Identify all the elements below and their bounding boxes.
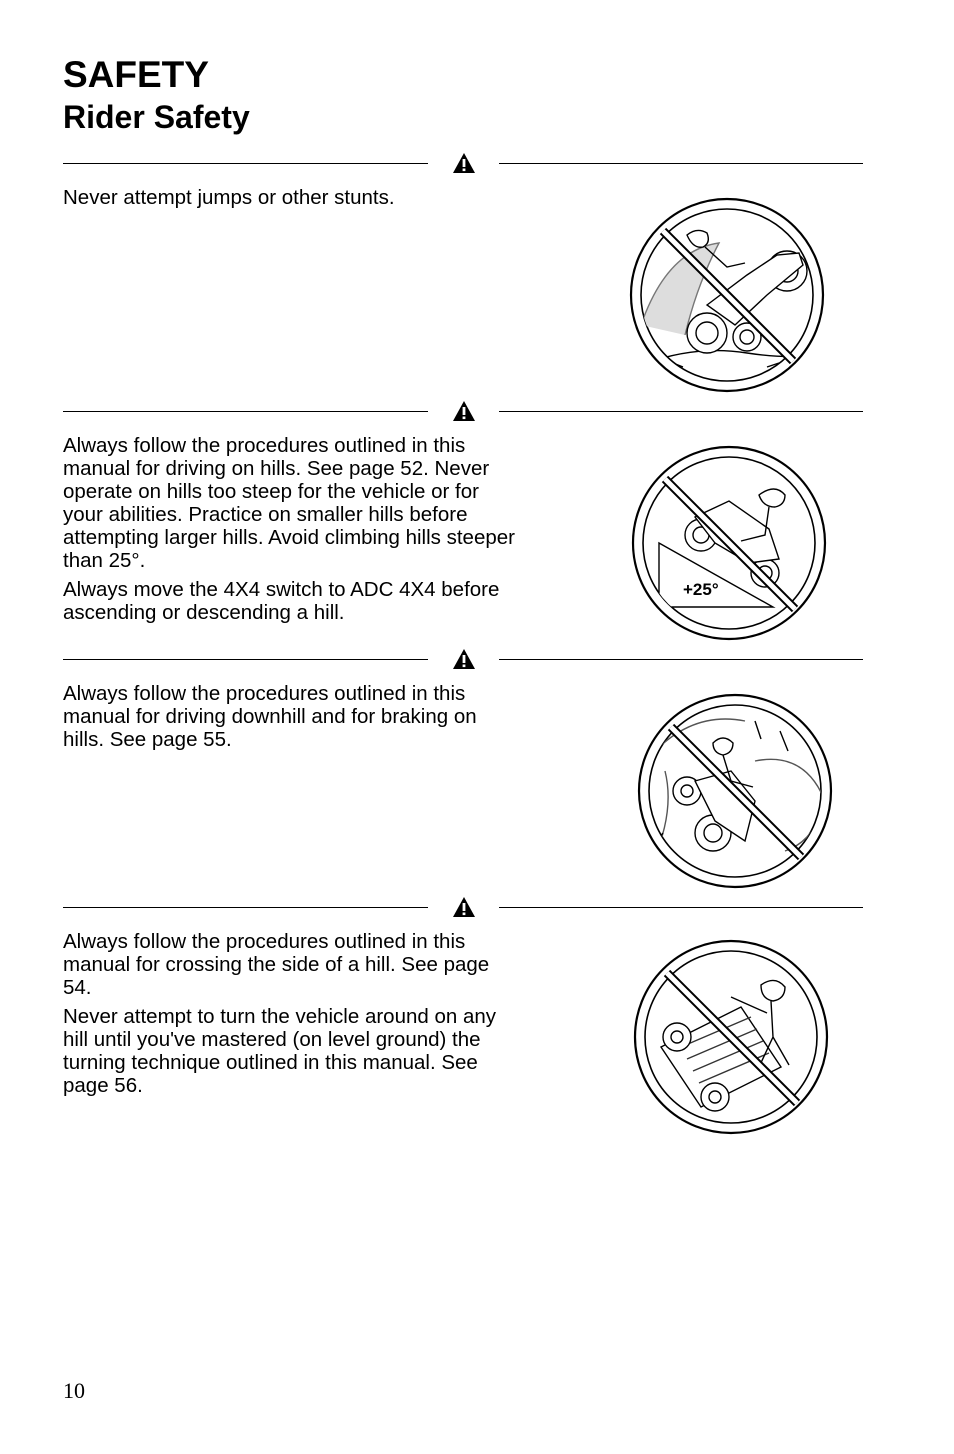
warning-triangle-icon <box>452 648 476 670</box>
no-steep-hill-climb-pictogram-icon <box>629 443 829 643</box>
divider <box>63 163 428 164</box>
warning-block-hills <box>63 411 863 651</box>
warning-text <box>63 930 515 1103</box>
divider <box>499 907 863 908</box>
warning-block-sidehill <box>63 907 863 1147</box>
warning-triangle-icon <box>452 400 476 422</box>
section-title: Rider Safety <box>63 99 250 135</box>
warning-paragraph: Never attempt jumps or other stunts. <box>63 186 395 209</box>
warning-text <box>63 434 515 630</box>
warning-text <box>63 186 515 215</box>
warning-triangle-icon <box>452 152 476 174</box>
divider <box>499 163 863 164</box>
warning-paragraph: Always follow the procedures outlined in this manual for driving downhill and for braking on hills. See page 55. <box>63 682 477 751</box>
divider <box>499 659 863 660</box>
warning-paragraph: Always move the 4X4 switch to ADC 4X4 before ascending or descending a hill. <box>63 578 500 624</box>
no-downhill-pictogram-icon <box>635 691 835 891</box>
warning-block-downhill <box>63 659 863 899</box>
warning-paragraph: Never attempt to turn the vehicle around on any hill until you've mastered (on level ground) the turning technique outlined in this manual. See page 56. <box>63 1005 497 1097</box>
warning-triangle-icon <box>452 896 476 918</box>
divider <box>63 411 428 412</box>
no-sidehill-pictogram-icon <box>631 937 831 1137</box>
page-title: SAFETY <box>63 54 209 95</box>
warning-paragraph: Always follow the procedures outlined in this manual for crossing the side of a hill. See page 54. <box>63 930 490 999</box>
warning-paragraph: Always follow the procedures outlined in this manual for driving on hills. See page 52. Never operate on hills too steep for the vehicle or for your abilities. Practice on smaller hills before attempting larger hills. Avoid climbing hills steeper than 25°. <box>63 434 515 572</box>
warning-block-jumps <box>63 163 863 403</box>
warning-text <box>63 682 515 757</box>
divider <box>499 411 863 412</box>
divider <box>63 659 428 660</box>
slope-angle-label: +25° <box>683 580 719 599</box>
no-jumps-pictogram-icon <box>627 195 827 395</box>
divider <box>63 907 428 908</box>
page-number: 10 <box>63 1378 85 1403</box>
